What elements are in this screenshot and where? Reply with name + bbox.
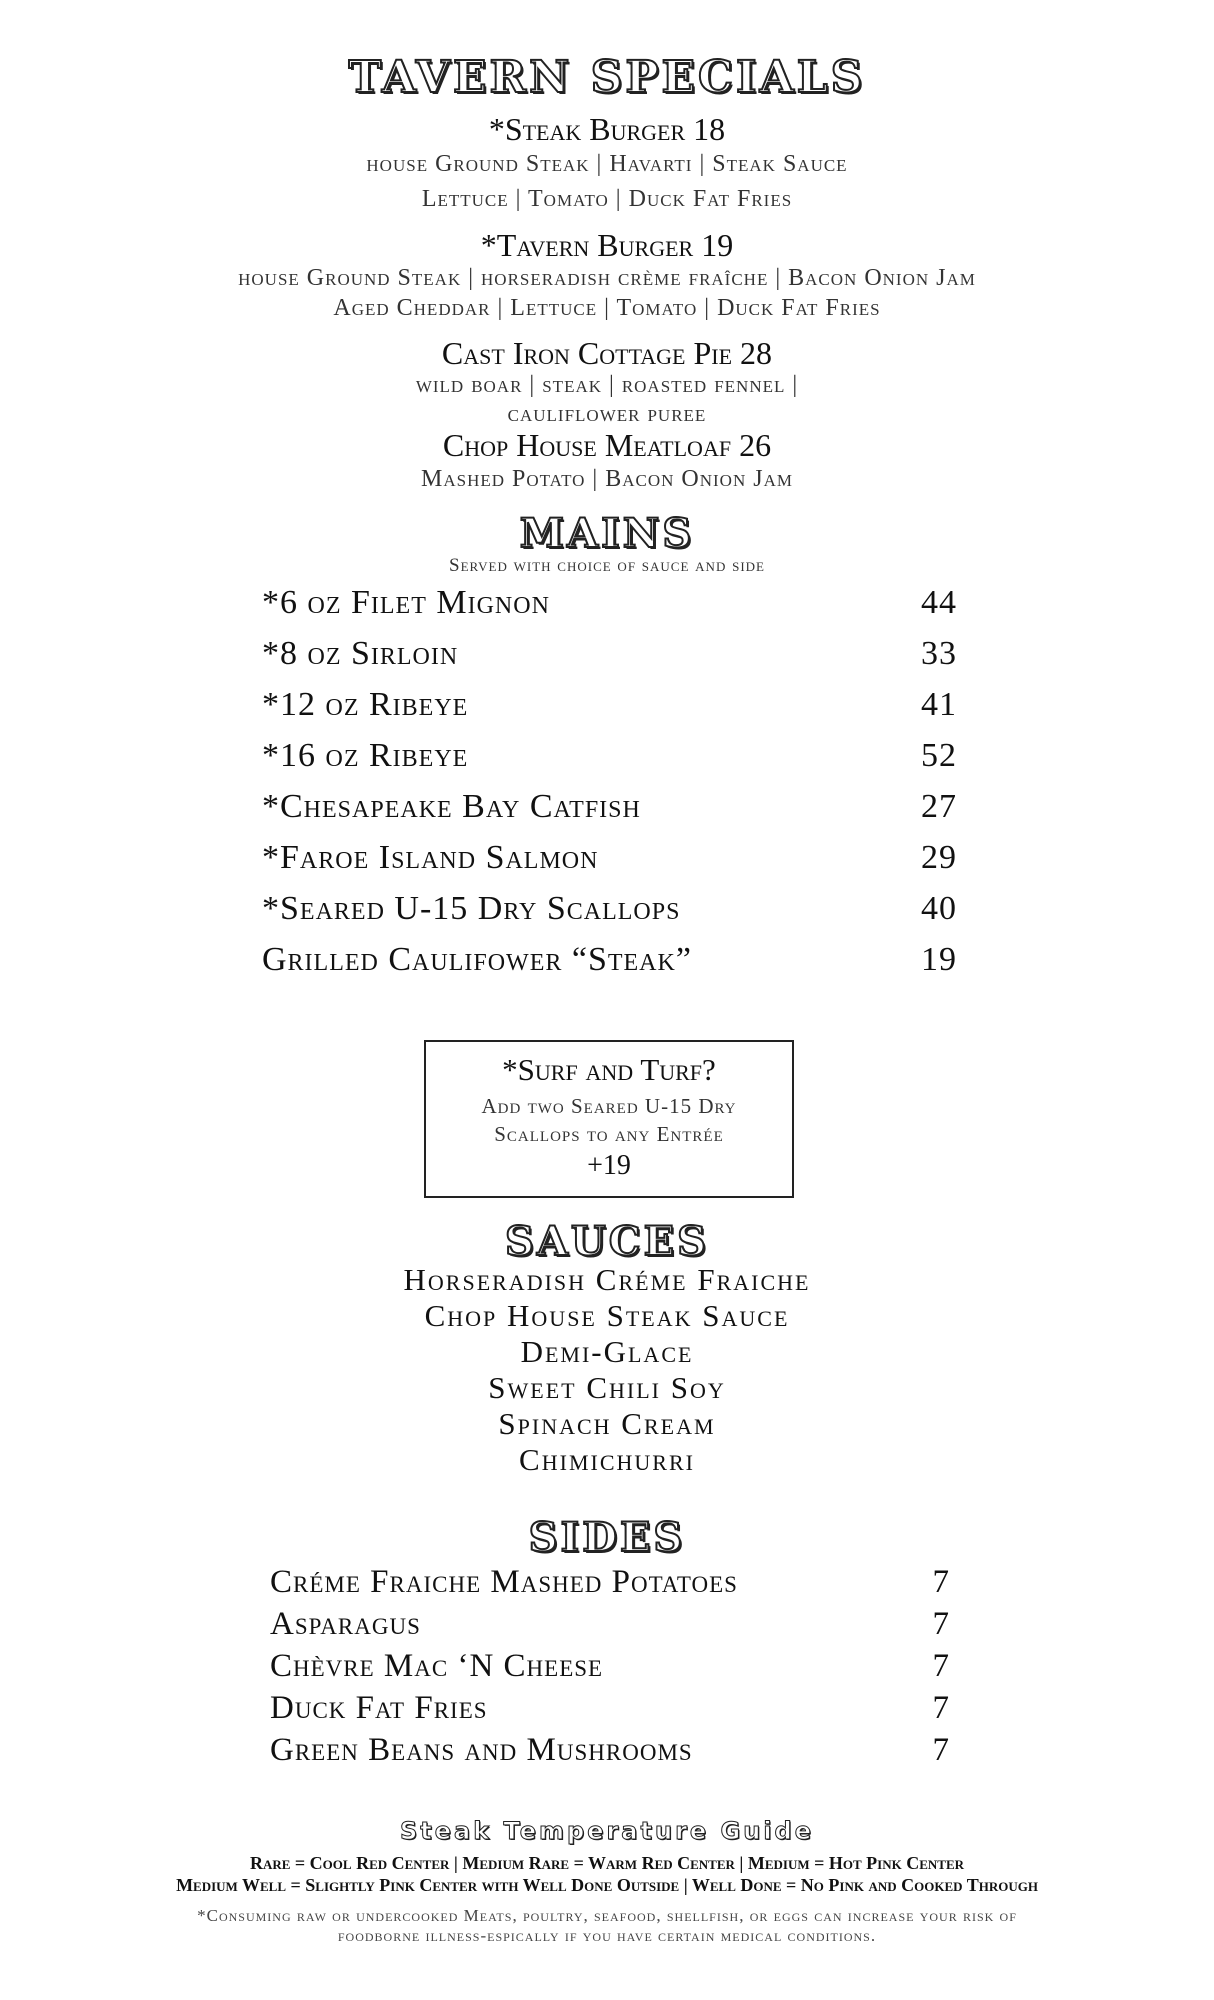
mains-item-price: 52	[921, 737, 957, 774]
special-desc: Lettuce | Tomato | Duck Fat Fries	[421, 186, 793, 213]
side-item-price: 7	[932, 1564, 950, 1600]
mains-title: MAINS	[519, 510, 695, 557]
mains-item-name: *Seared U-15 Dry Scallops	[262, 890, 681, 927]
special-desc: wild boar | steak | roasted fennel |	[415, 372, 799, 399]
special-item	[0, 228, 1214, 323]
surf-and-turf-desc: Scallops to any Entrée	[494, 1122, 724, 1146]
sauce-item: Demi-Glace	[520, 1334, 694, 1369]
sides-row	[270, 1732, 950, 1769]
disclaimer-line: *Consuming raw or undercooked Meats, poultry, seafood, shellfish, or eggs can increase your risk of	[197, 1906, 1017, 1925]
sauces-title: SAUCES	[504, 1218, 709, 1265]
mains-item-name: *8 oz Sirloin	[262, 635, 459, 672]
side-item-name: Créme Fraiche Mashed Potatoes	[270, 1564, 738, 1600]
mains-subtitle: Served with choice of sauce and side	[449, 555, 765, 576]
side-item-name: Chèvre Mac ‘N Cheese	[270, 1648, 604, 1684]
mains-row	[262, 737, 957, 775]
mains-row	[262, 788, 957, 826]
special-name: *Tavern Burger 19	[480, 227, 734, 263]
special-item	[0, 428, 1214, 495]
mains-item-name: Grilled Caulifower “Steak”	[262, 941, 692, 978]
mains-row	[262, 686, 957, 724]
special-desc: house Ground Steak | horseradish crème fraîche | Bacon Onion Jam	[238, 265, 976, 292]
side-item-price: 7	[932, 1606, 950, 1642]
surf-and-turf-title: *Surf and Turf?	[502, 1052, 716, 1087]
special-item	[0, 336, 1214, 429]
special-name: Cast Iron Cottage Pie 28	[441, 335, 773, 371]
temperature-guide-line: Rare = Cool Red Center | Medium Rare = Warm Red Center | Medium = Hot Pink Center	[249, 1853, 965, 1873]
side-item-name: Asparagus	[270, 1606, 421, 1642]
sauces-list	[0, 1262, 1214, 1478]
mains-item-name: *6 oz Filet Mignon	[262, 584, 550, 621]
sides-row	[270, 1648, 950, 1685]
sauce-item: Horseradish Créme Fraiche	[403, 1262, 811, 1297]
mains-item-name: *16 oz Ribeye	[262, 737, 469, 774]
tavern-specials-title: TAVERN SPECIALS	[348, 52, 866, 103]
special-desc: house Ground Steak | Havarti | Steak Sauce	[366, 151, 848, 178]
mains-row	[262, 839, 957, 877]
side-item-name: Green Beans and Mushrooms	[270, 1732, 693, 1768]
side-item-price: 7	[932, 1732, 950, 1768]
mains-row	[262, 635, 957, 673]
mains-item-price: 19	[921, 941, 957, 978]
special-name: *Steak Burger 18	[488, 111, 726, 147]
sauce-item: Chop House Steak Sauce	[424, 1298, 790, 1333]
mains-item-price: 29	[921, 839, 957, 876]
sides-row	[270, 1564, 950, 1601]
temperature-guide-lines	[0, 1852, 1214, 1896]
mains-item-price: 27	[921, 788, 957, 825]
surf-and-turf-box	[424, 1040, 794, 1198]
sides-row	[270, 1690, 950, 1727]
mains-item-name: *Chesapeake Bay Catfish	[262, 788, 641, 825]
mains-item-price: 40	[921, 890, 957, 927]
special-desc: cauliflower puree	[507, 401, 707, 428]
mains-item-name: *12 oz Ribeye	[262, 686, 469, 723]
sauce-item: Spinach Cream	[498, 1406, 716, 1441]
sauce-item: Chimichurri	[519, 1442, 695, 1477]
mains-item-price: 44	[921, 584, 957, 621]
side-item-price: 7	[932, 1690, 950, 1726]
surf-and-turf-desc: Add two Seared U-15 Dry	[481, 1094, 737, 1118]
mains-row	[262, 890, 957, 928]
special-item	[0, 112, 1214, 217]
mains-item-price: 33	[921, 635, 957, 672]
surf-and-turf-price: +19	[587, 1150, 631, 1181]
mains-row	[262, 584, 957, 622]
special-name: Chop House Meatloaf 26	[442, 427, 772, 463]
side-item-name: Duck Fat Fries	[270, 1690, 488, 1726]
mains-item-price: 41	[921, 686, 957, 723]
special-desc: Mashed Potato | Bacon Onion Jam	[421, 466, 793, 493]
sides-row	[270, 1606, 950, 1643]
mains-item-name: *Faroe Island Salmon	[262, 839, 599, 876]
mains-row	[262, 941, 957, 979]
special-desc: Aged Cheddar | Lettuce | Tomato | Duck Fat Fries	[333, 295, 881, 322]
sauce-item: Sweet Chili Soy	[488, 1370, 726, 1405]
disclaimer-line: foodborne illness-espically if you have certain medical conditions.	[337, 1926, 877, 1945]
side-item-price: 7	[932, 1648, 950, 1684]
temperature-guide-line: Medium Well = Slightly Pink Center with Well Done Outside | Well Done = No Pink and Cooked Through	[176, 1875, 1038, 1895]
disclaimer	[0, 1906, 1214, 1946]
sides-title: SIDES	[528, 1514, 686, 1561]
temperature-guide-title: Steak Temperature Guide	[400, 1817, 814, 1845]
